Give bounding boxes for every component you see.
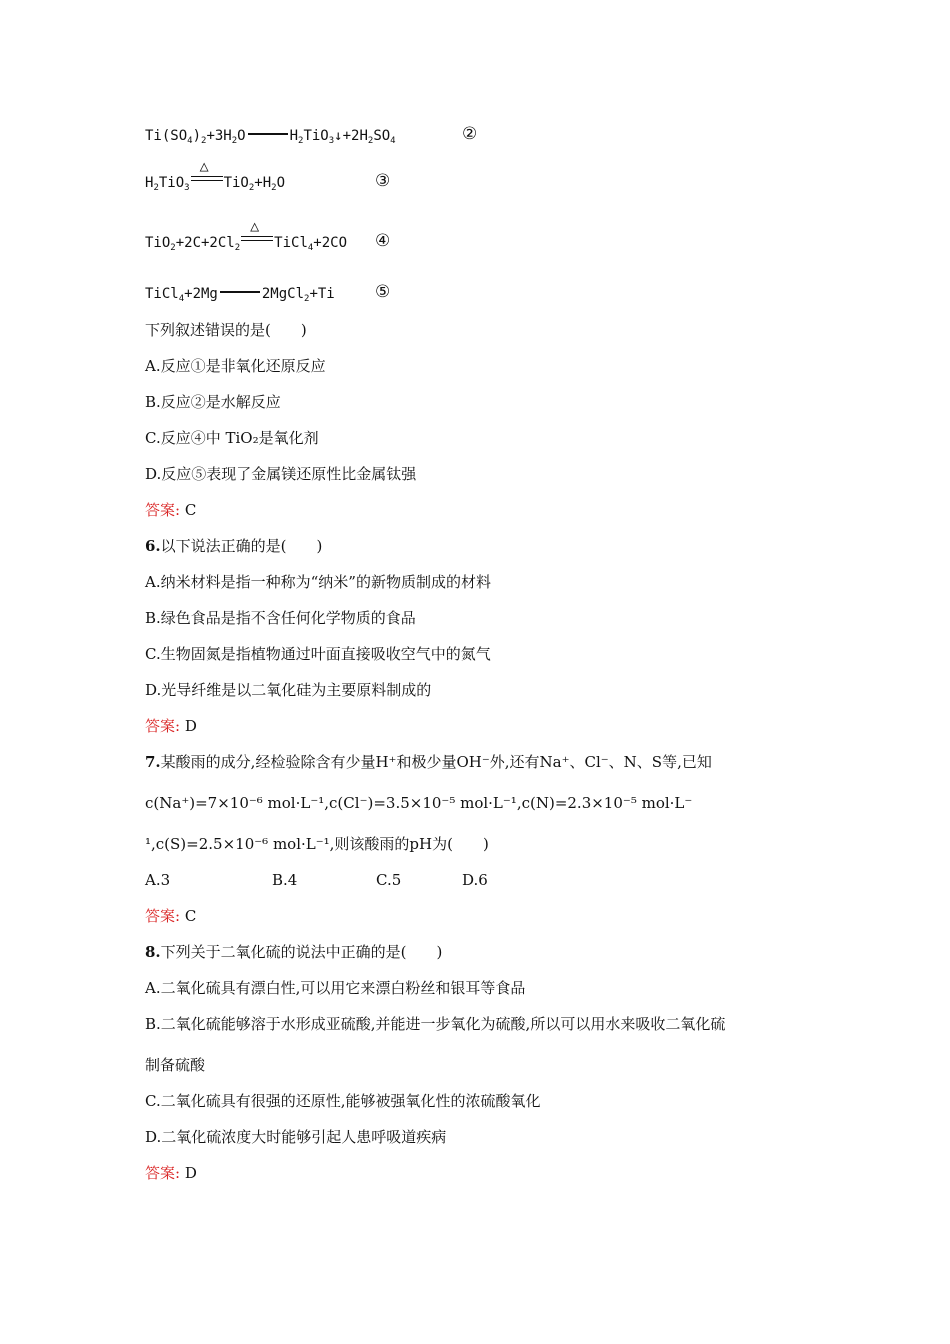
q7-option-b: B.4 (272, 871, 298, 889)
equation-4: $TiO_2+2C+2Cl_2$ △ TiCl$_4$+2CO (145, 217, 348, 253)
answer-label: 答案: (145, 501, 181, 519)
q7-stem-line2: c(Na⁺)=7×10⁻⁶ mol·L⁻¹,c(Cl⁻)=3.5×10⁻⁵ mol·L⁻¹,c(N)=2.3×10⁻⁵ mol·L⁻ (145, 794, 693, 812)
answer-value: D (184, 1164, 197, 1182)
answer-value: C (184, 907, 197, 925)
answer-label: 答案: (145, 1164, 181, 1182)
question-text: 某酸雨的成分,经检验除含有少量H⁺和极少量OH⁻外,还有Na⁺、Cl⁻、N、S等,已知 (160, 753, 712, 771)
q6-option-d: D.光导纤维是以二氧化硅为主要原料制成的 (145, 681, 432, 699)
q5-option-d: D.反应⑤表现了金属镁还原性比金属钛强 (145, 465, 417, 483)
equation-mark: ③ (375, 171, 391, 191)
q7-stem-line1 (145, 752, 712, 772)
equals-sign (248, 133, 288, 135)
q7-option-c: C.5 (376, 871, 402, 889)
q8-option-b-cont: 制备硫酸 (145, 1056, 206, 1074)
equation-mark: ④ (375, 231, 391, 251)
q6-option-b: B.绿色食品是指不含任何化学物质的食品 (145, 609, 416, 627)
answer-label: 答案: (145, 907, 181, 925)
q8-option-b: B.二氧化硫能够溶于水形成亚硫酸,并能进一步氧化为硫酸,所以可以用水来吸收二氧化硫 (145, 1015, 726, 1033)
q5-answer (145, 500, 196, 520)
answer-value: D (184, 717, 197, 735)
q6-stem (145, 536, 322, 556)
q8-option-c: C.二氧化硫具有很强的还原性,能够被强氧化性的浓硫酸氧化 (145, 1092, 541, 1110)
heat-condition-sign: △ (191, 174, 223, 188)
q8-option-a: A.二氧化硫具有漂白性,可以用它来漂白粉丝和银耳等食品 (145, 979, 526, 997)
answer-value: C (184, 501, 197, 519)
q6-answer (145, 716, 197, 736)
q5-option-b: B.反应②是水解反应 (145, 393, 281, 411)
q6-option-a: A.纳米材料是指一种称为“纳米”的新物质制成的材料 (145, 573, 491, 591)
equation-mark: ② (462, 124, 478, 144)
q5-stem: 下列叙述错误的是( ) (145, 321, 307, 339)
q8-stem (145, 942, 442, 962)
equation-2: $Ti(SO_4)_2+3H_2O$ $H_2TiO_3↓+2H_2SO_4$ (145, 128, 396, 146)
question-number: 7. (145, 753, 161, 771)
q5-option-c: C.反应④中 TiO₂是氧化剂 (145, 429, 319, 447)
q6-option-c: C.生物固氮是指植物通过叶面直接吸收空气中的氮气 (145, 645, 491, 663)
equation-mark: ⑤ (375, 282, 391, 302)
q8-answer (145, 1163, 197, 1183)
q7-stem-line3: ¹,c(S)=2.5×10⁻⁶ mol·L⁻¹,则该酸雨的pH为( ) (145, 835, 489, 853)
q5-option-a: A.反应①是非氧化还原反应 (145, 357, 326, 375)
equals-sign (220, 291, 260, 293)
heat-condition-sign: △ (241, 234, 273, 248)
q7-option-a: A.3 (145, 871, 171, 889)
q7-answer (145, 906, 196, 926)
q7-option-d: D.6 (462, 871, 488, 889)
equation-5: TiCl$_4$+2Mg 2MgCl$_2$+Ti (145, 286, 335, 304)
question-number: 8. (145, 943, 161, 961)
question-number: 6. (145, 537, 161, 555)
answer-label: 答案: (145, 717, 181, 735)
q8-option-d: D.二氧化硫浓度大时能够引起人患呼吸道疾病 (145, 1128, 447, 1146)
question-text: 下列关于二氧化硫的说法中正确的是( ) (160, 943, 443, 961)
equation-3: $H_2TiO_3$ △ $TiO_2+H_2O$ (145, 157, 286, 193)
question-text: 以下说法正确的是( ) (160, 537, 323, 555)
